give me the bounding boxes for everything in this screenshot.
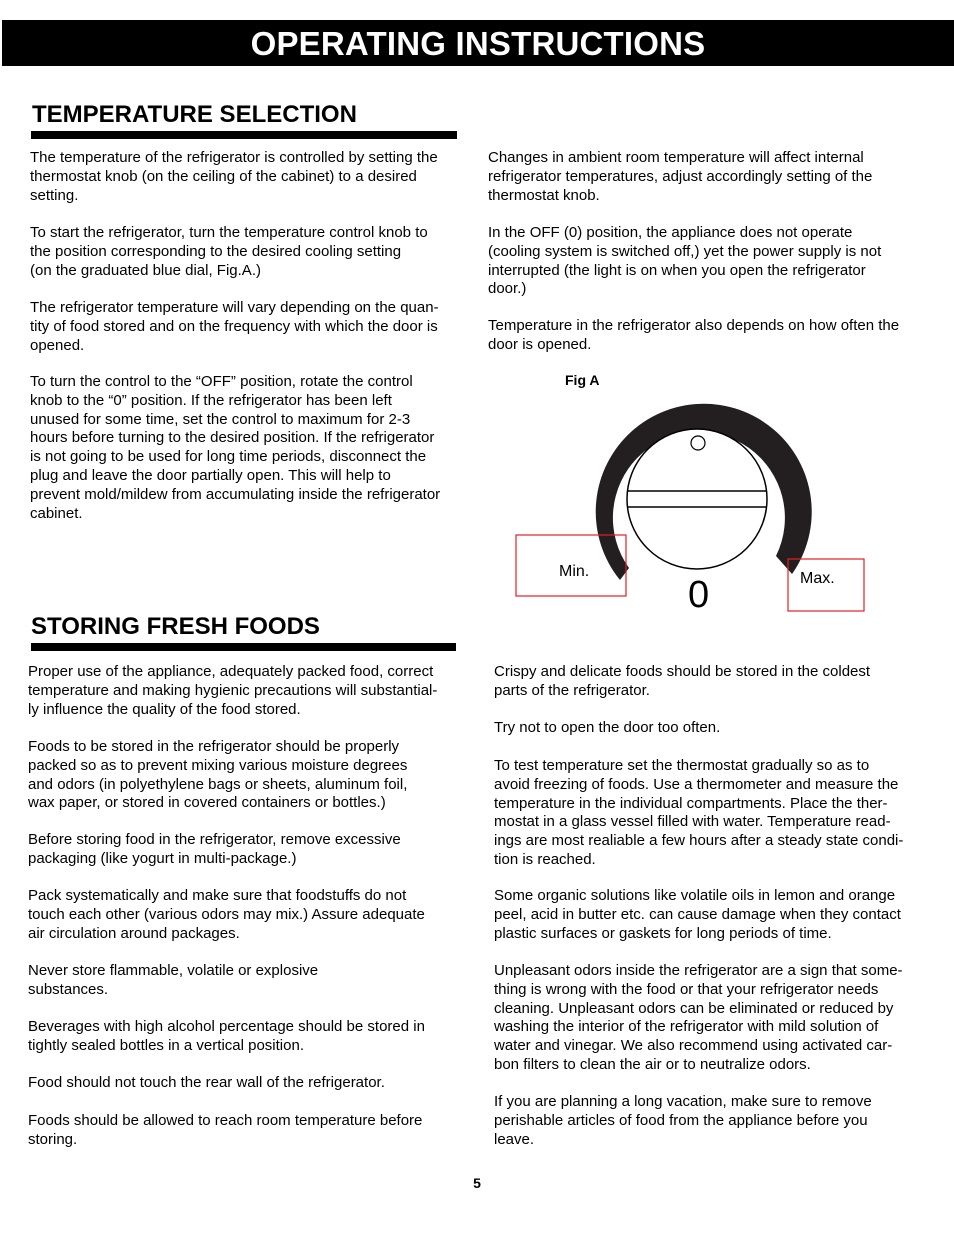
temp-left-paragraph-4: To turn the control to the “OFF” position, rotate the control knob to the “0” position. If the refrigerator has been left unused for some time, set the control to maximum for 2-3 hours before turning to the desired position. If the refrigerator is not going to be used for long time periods, disconnect the plug and leave the door partially open. This will help to prevent mold/mildew from accumulating inside the refrigerator cabinet. xyxy=(30,373,441,522)
temp-left-paragraph-3: The refrigerator temperature will vary depending on the quan- tity of food stored and on the frequency with which the door is opened. xyxy=(30,299,439,354)
max-label: Max. xyxy=(800,570,835,587)
store-right-paragraph-5: Unpleasant odors inside the refrigerator are a sign that some- thing is wrong with the food or that your refrigerator needs cleaning. Unpleasant odors can be eliminated or reduced by washing the interior of the refrigerator with mild solution of water and vinegar. We also recommend using activated car- bon filters to clean the air or to neutralize odors. xyxy=(494,962,903,1073)
temp-right-paragraph-3: Temperature in the refrigerator also depends on how often the door is opened. xyxy=(488,317,900,353)
store-left-paragraph-8: Foods should be allowed to reach room temperature before storing. xyxy=(28,1112,423,1148)
page-number: 5 xyxy=(473,1175,481,1191)
min-label: Min. xyxy=(559,563,590,580)
figure-a-label: Fig A xyxy=(565,372,600,388)
store-left-paragraph-5: Never store flammable, volatile or explosive substances. xyxy=(28,962,319,998)
store-left-paragraph-7: Food should not touch the rear wall of the refrigerator. xyxy=(28,1074,385,1091)
page-header-banner: OPERATING INSTRUCTIONS xyxy=(2,20,954,66)
temp-left-paragraph-1: The temperature of the refrigerator is controlled by setting the thermostat knob (on the ceiling of the cabinet) to a desired setting. xyxy=(30,149,438,204)
temp-right-paragraph-2: In the OFF (0) position, the appliance does not operate (cooling system is switched off,) yet the power supply is not interrupted (the light is on when you open the refrigerator door.) xyxy=(488,224,882,298)
store-right-paragraph-3: To test temperature set the thermostat gradually so as to avoid freezing of foods. Use a thermometer and measure the temperature in the individual compartments. Place the ther- mostat in a glass vessel filled with water. Temperature read- ings are most realiable a few hours after a steady state condi- tion is reached. xyxy=(494,757,904,868)
temperature-selection-rule xyxy=(31,131,457,139)
store-left-paragraph-6: Beverages with high alcohol percentage should be stored in tightly sealed bottles in a vertical position. xyxy=(28,1018,425,1054)
temperature-selection-heading: TEMPERATURE SELECTION xyxy=(32,101,357,128)
store-right-paragraph-6: If you are planning a long vacation, make sure to remove perishable articles of food from the appliance before you leave. xyxy=(494,1093,872,1148)
store-right-paragraph-1: Crispy and delicate foods should be stored in the coldest parts of the refrigerator. xyxy=(494,663,871,699)
zero-position-label: 0 xyxy=(688,574,710,615)
temp-right-paragraph-1: Changes in ambient room temperature will affect internal refrigerator temperatures, adjust accordingly setting of the thermostat knob. xyxy=(488,149,873,204)
storing-fresh-foods-heading: STORING FRESH FOODS xyxy=(31,613,320,640)
dial-indicator-dot xyxy=(691,436,705,450)
thermostat-dial-figure xyxy=(510,400,870,615)
store-left-paragraph-2: Foods to be stored in the refrigerator should be properly packed so as to prevent mixing various moisture degrees and odors (in polyethylene bags or sheets, aluminum foil, wax paper, or stored in covered containers or bottles.) xyxy=(28,738,408,812)
store-left-paragraph-4: Pack systematically and make sure that foodstuffs do not touch each other (various odors may mix.) Assure adequate air circulation around packages. xyxy=(28,887,425,942)
temp-left-paragraph-2: To start the refrigerator, turn the temperature control knob to the position corresponding to the desired cooling setting (on the graduated blue dial, Fig.A.) xyxy=(30,224,428,279)
store-right-paragraph-4: Some organic solutions like volatile oils in lemon and orange peel, acid in butter etc. can cause damage when they contact plastic surfaces or gaskets for long periods of time. xyxy=(494,887,901,942)
store-right-paragraph-2: Try not to open the door too often. xyxy=(494,719,721,736)
store-left-paragraph-3: Before storing food in the refrigerator, remove excessive packaging (like yogurt in multi-package.) xyxy=(28,831,401,867)
store-left-paragraph-1: Proper use of the appliance, adequately packed food, correct temperature and making hygienic precautions will substantial- ly influence the quality of the food stored. xyxy=(28,663,438,718)
storing-fresh-foods-rule xyxy=(31,643,456,651)
